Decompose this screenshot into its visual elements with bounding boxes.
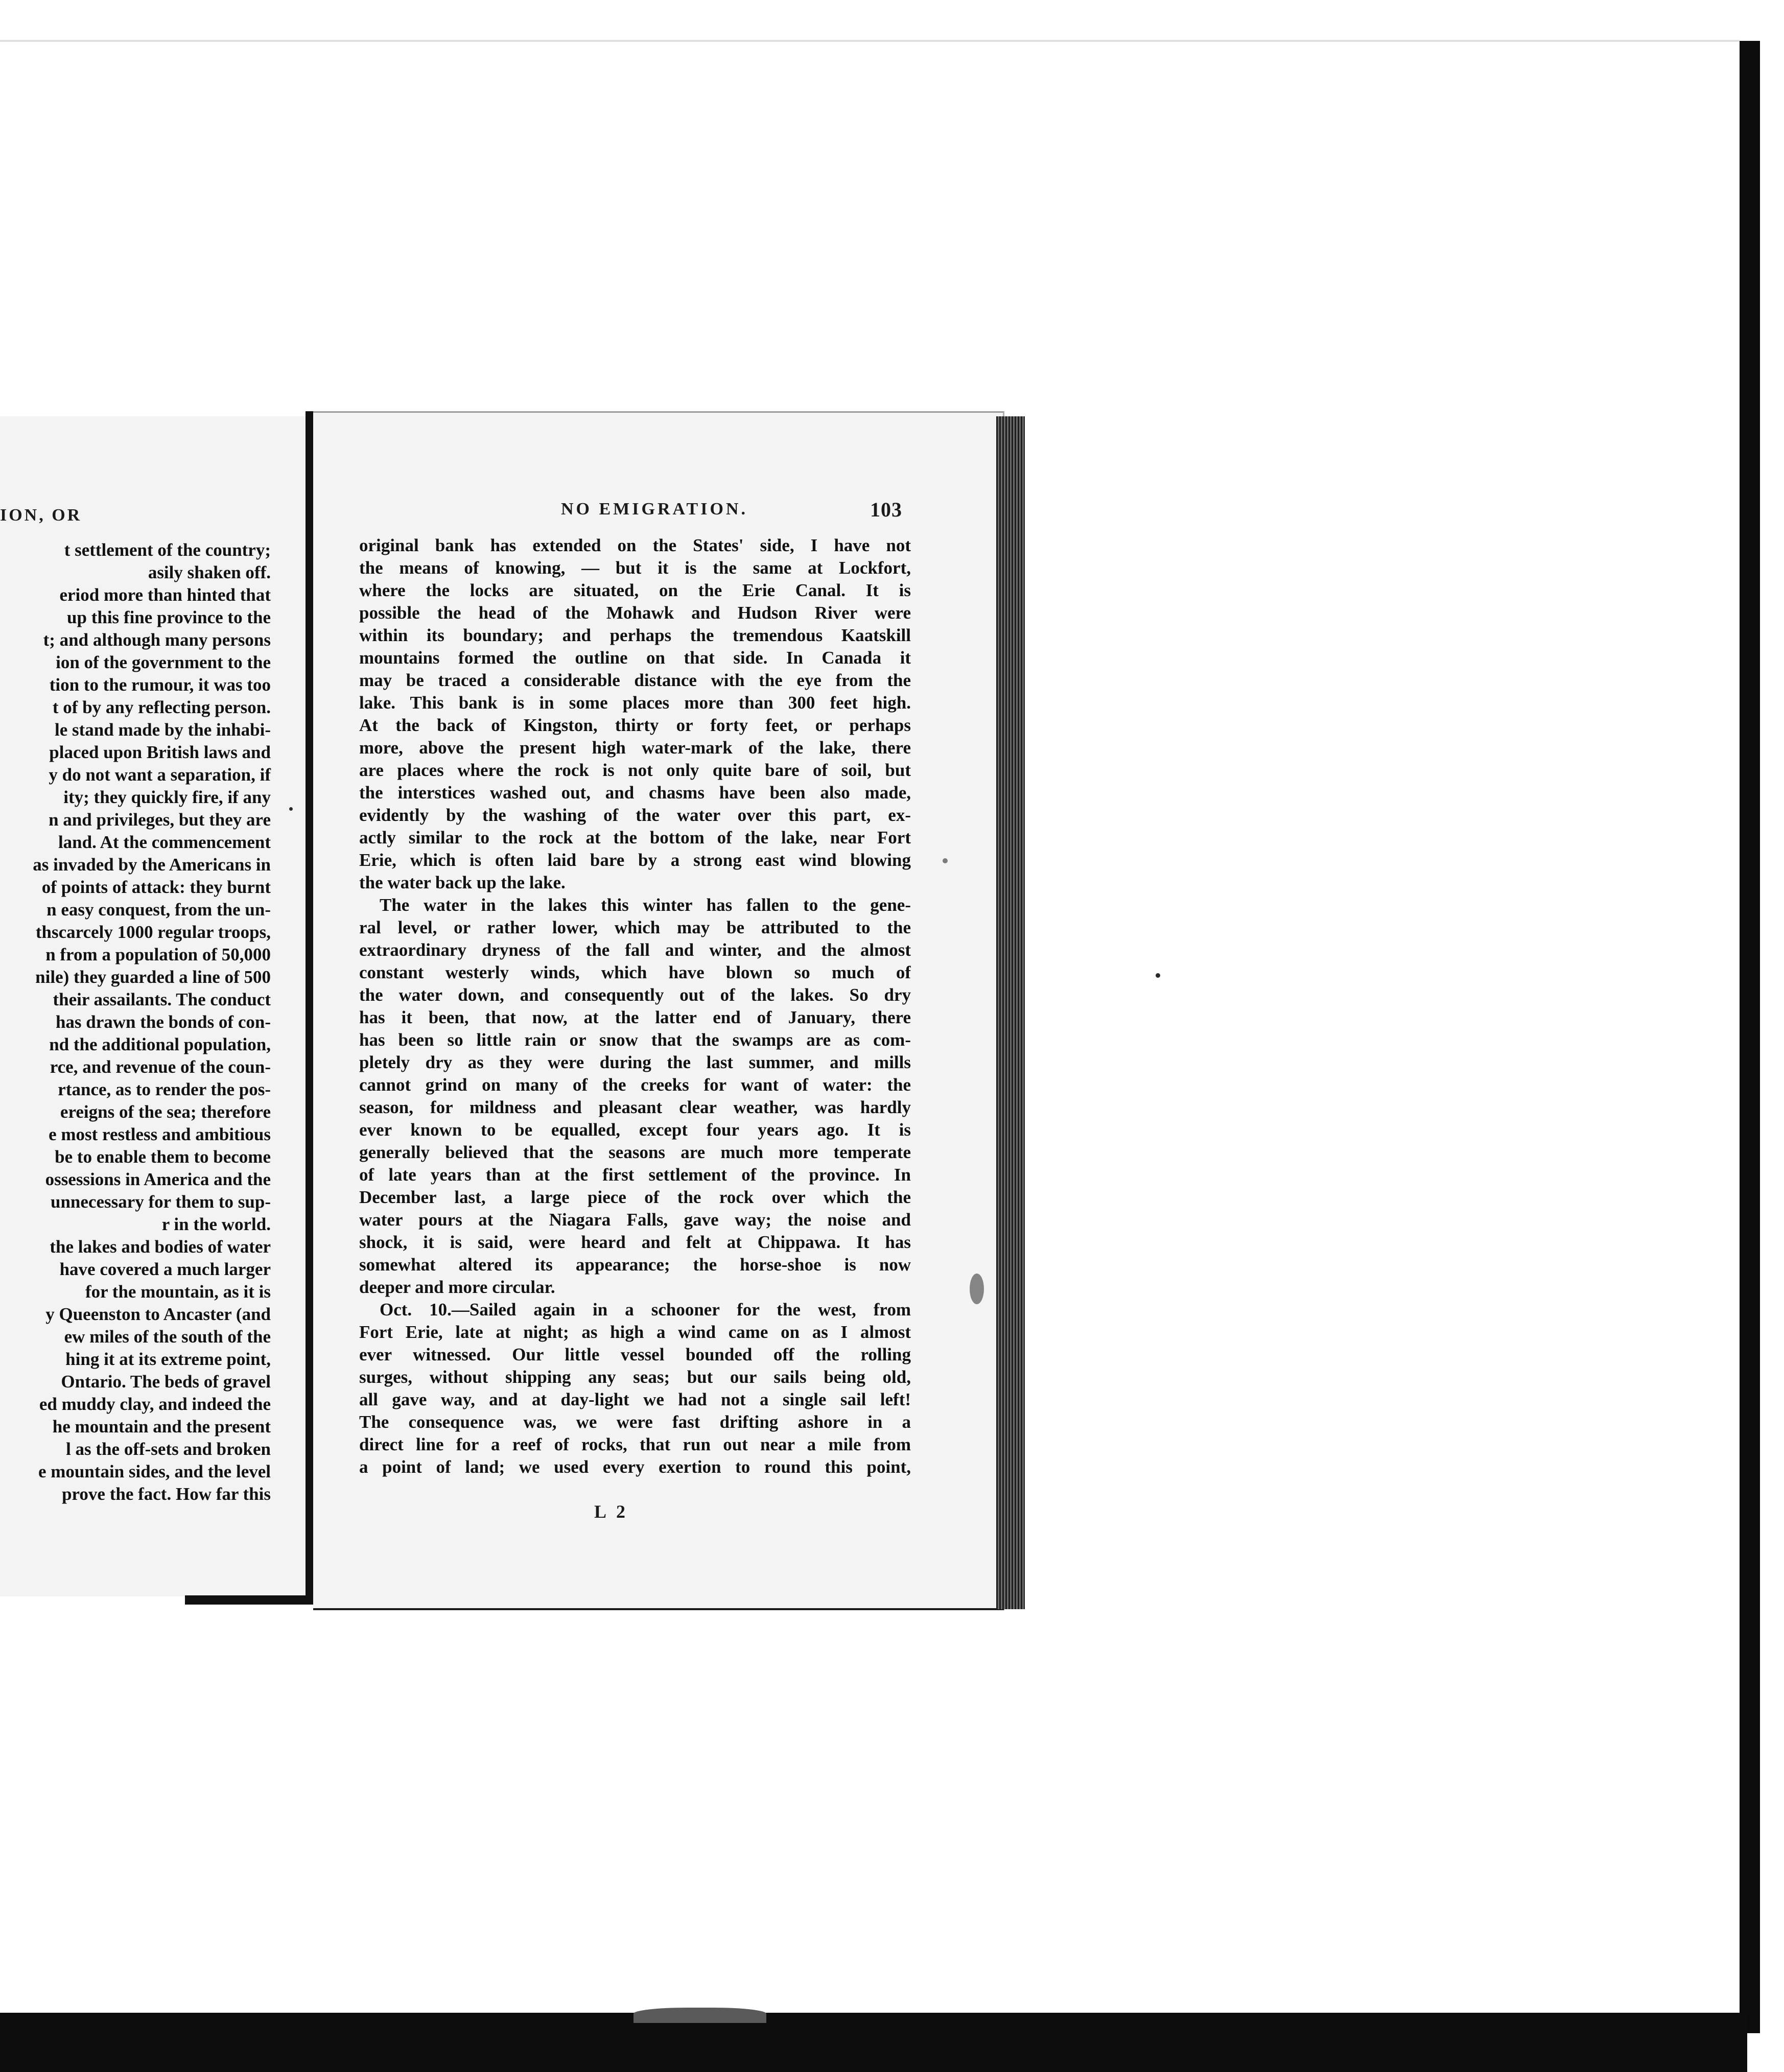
text-line: At the back of Kingston, thirty or forty feet, or perhaps <box>359 715 911 735</box>
dust-speck <box>289 807 293 811</box>
right-page-text <box>359 534 911 1478</box>
page-number: 103 <box>870 498 902 521</box>
text-line: Ontario. The beds of gravel <box>61 1372 271 1392</box>
text-line: ed muddy clay, and indeed the <box>39 1394 271 1414</box>
text-line: Erie, which is often laid bare by a strong east wind blowing <box>359 850 911 870</box>
text-line: nile) they guarded a line of 500 <box>35 967 271 987</box>
text-line: has it been, that now, at the latter end of January, there <box>359 1007 911 1027</box>
signature-mark: L 2 <box>594 1501 629 1522</box>
text-line: possible the head of the Mohawk and Hudson River were <box>359 603 911 623</box>
text-line: season, for mildness and pleasant clear weather, was hardly <box>359 1097 911 1117</box>
text-line: t; and although many persons <box>43 630 271 650</box>
text-line: December last, a large piece of the rock over which the <box>359 1187 911 1207</box>
text-line: original bank has extended on the States' side, I have not <box>359 535 911 555</box>
text-line: the interstices washed out, and chasms have been also made, <box>359 783 911 803</box>
text-line: more, above the present high water-mark of the lake, there <box>359 738 911 758</box>
text-line: their assailants. The conduct <box>53 990 271 1009</box>
text-line: actly similar to the rock at the bottom of the lake, near Fort <box>359 828 911 847</box>
frame-right-margin <box>1760 0 1784 2072</box>
text-line: l as the off-sets and broken <box>66 1439 271 1459</box>
text-line: generally believed that the seasons are much more temperate <box>359 1142 911 1162</box>
text-line: constant westerly winds, which have blown so much of <box>359 962 911 982</box>
text-line: eriod more than hinted that <box>59 585 271 605</box>
text-line: direct line for a reef of rocks, that run out near a mile from <box>359 1434 911 1454</box>
text-line: be to enable them to become <box>55 1147 271 1167</box>
text-line: Oct. 10.—Sailed again in a schooner for the west, from <box>380 1300 911 1320</box>
text-line: ral level, or rather lower, which may be attributed to the <box>359 917 911 937</box>
text-line: are places where the rock is not only quite bare of soil, but <box>359 760 911 780</box>
text-line: nd the additional population, <box>49 1034 271 1054</box>
text-line: has drawn the bonds of con- <box>55 1012 271 1032</box>
text-line: r in the world. <box>161 1214 271 1234</box>
text-line: The water in the lakes this winter has fallen to the gene- <box>380 895 911 915</box>
frame-right-border <box>1740 41 1760 2033</box>
frame-bottom-notch <box>633 2008 766 2023</box>
text-line: rtance, as to render the pos- <box>58 1079 271 1099</box>
text-line: rce, and revenue of the coun- <box>50 1057 271 1077</box>
text-line: evidently by the washing of the water over this part, ex- <box>359 805 911 825</box>
text-line: within its boundary; and perhaps the tremendous Kaatskill <box>359 625 911 645</box>
text-line: tion to the rumour, it was too <box>49 675 271 695</box>
text-line: the means of knowing, — but it is the same at Lockfort, <box>359 558 911 578</box>
text-line: for the mountain, as it is <box>85 1282 271 1302</box>
text-line: ever witnessed. Our little vessel bounded off the rolling <box>359 1345 911 1364</box>
text-line: le stand made by the inhabi- <box>55 720 271 740</box>
text-line: land. At the commencement <box>58 832 271 852</box>
text-line: may be traced a considerable distance with the eye from the <box>359 670 911 690</box>
text-line: e most restless and ambitious <box>49 1124 271 1144</box>
text-line: extraordinary dryness of the fall and winter, and the almost <box>359 940 911 960</box>
text-line: as invaded by the Americans in <box>33 855 271 875</box>
text-line: hing it at its extreme point, <box>65 1349 271 1369</box>
text-line: have covered a much larger <box>59 1259 271 1279</box>
text-line: ity; they quickly fire, if any <box>63 787 271 807</box>
running-head-title: NO EMIGRATION. <box>561 500 748 519</box>
text-line: prove the fact. How far this <box>62 1484 271 1504</box>
text-line: all gave way, and at day-light we had not a single sail left! <box>359 1390 911 1409</box>
text-line: a point of land; we used every exertion to round this point, <box>359 1457 911 1477</box>
text-line: shock, it is said, were heard and felt at Chippawa. It has <box>359 1232 911 1252</box>
text-line: he mountain and the present <box>52 1417 271 1437</box>
text-line: y do not want a separation, if <box>49 765 271 785</box>
left-page-text <box>0 539 271 1505</box>
book-gutter <box>306 411 313 1604</box>
text-line: the lakes and bodies of water <box>50 1237 271 1257</box>
text-line: e mountain sides, and the level <box>38 1462 271 1481</box>
left-running-head: ION, OR <box>0 506 82 525</box>
text-line: has been so little rain or snow that the swamps are as com- <box>359 1030 911 1050</box>
text-line: somewhat altered its appearance; the horse-shoe is now <box>359 1255 911 1275</box>
left-page <box>0 416 307 1596</box>
text-line: ever known to be equalled, except four years ago. It is <box>359 1120 911 1140</box>
dust-speck <box>943 858 948 863</box>
text-line: ereigns of the sea; therefore <box>60 1102 271 1122</box>
text-line: y Queenston to Ancaster (and <box>45 1304 271 1324</box>
text-line: unnecessary for them to sup- <box>50 1192 271 1212</box>
text-line: asily shaken off. <box>148 562 271 582</box>
text-line: the water down, and consequently out of the lakes. So dry <box>359 985 911 1005</box>
text-line: Fort Erie, late at night; as high a wind came on as I almost <box>359 1322 911 1342</box>
dust-speck <box>1156 973 1160 978</box>
text-line: ossessions in America and the <box>45 1169 271 1189</box>
page-edges <box>996 416 1025 1609</box>
frame-top-edge <box>0 40 1740 42</box>
text-line: the water back up the lake. <box>359 873 566 892</box>
text-line: t of by any reflecting person. <box>52 697 271 717</box>
text-line: pletely dry as they were during the last summer, and mills <box>359 1052 911 1072</box>
right-page <box>313 411 1004 1610</box>
text-line: cannot grind on many of the creeks for want of water: the <box>359 1075 911 1095</box>
text-line: ion of the government to the <box>56 652 271 672</box>
text-line: lake. This bank is in some places more than 300 feet high. <box>359 693 911 713</box>
text-line: surges, without shipping any seas; but our sails being old, <box>359 1367 911 1387</box>
text-line: ew miles of the south of the <box>64 1327 271 1347</box>
frame-bottom-border <box>0 2013 1747 2072</box>
text-line: The consequence was, we were fast drifting ashore in a <box>359 1412 911 1432</box>
text-line: n easy conquest, from the un- <box>46 900 271 920</box>
text-line: thscarcely 1000 regular troops, <box>35 922 271 942</box>
ink-smudge <box>970 1274 984 1304</box>
text-line: of points of attack: they burnt <box>41 877 271 897</box>
text-line: n from a population of 50,000 <box>45 945 271 964</box>
text-line: water pours at the Niagara Falls, gave way; the noise and <box>359 1210 911 1230</box>
text-line: placed upon British laws and <box>49 742 271 762</box>
text-line: of late years than at the first settlement of the province. In <box>359 1165 911 1185</box>
text-line: up this fine province to the <box>67 607 271 627</box>
text-line: deeper and more circular. <box>359 1277 555 1297</box>
text-line: where the locks are situated, on the Erie Canal. It is <box>359 580 911 600</box>
text-line: mountains formed the outline on that side. In Canada it <box>359 648 911 668</box>
text-line: n and privileges, but they are <box>49 810 271 830</box>
text-line: t settlement of the country; <box>64 540 271 560</box>
